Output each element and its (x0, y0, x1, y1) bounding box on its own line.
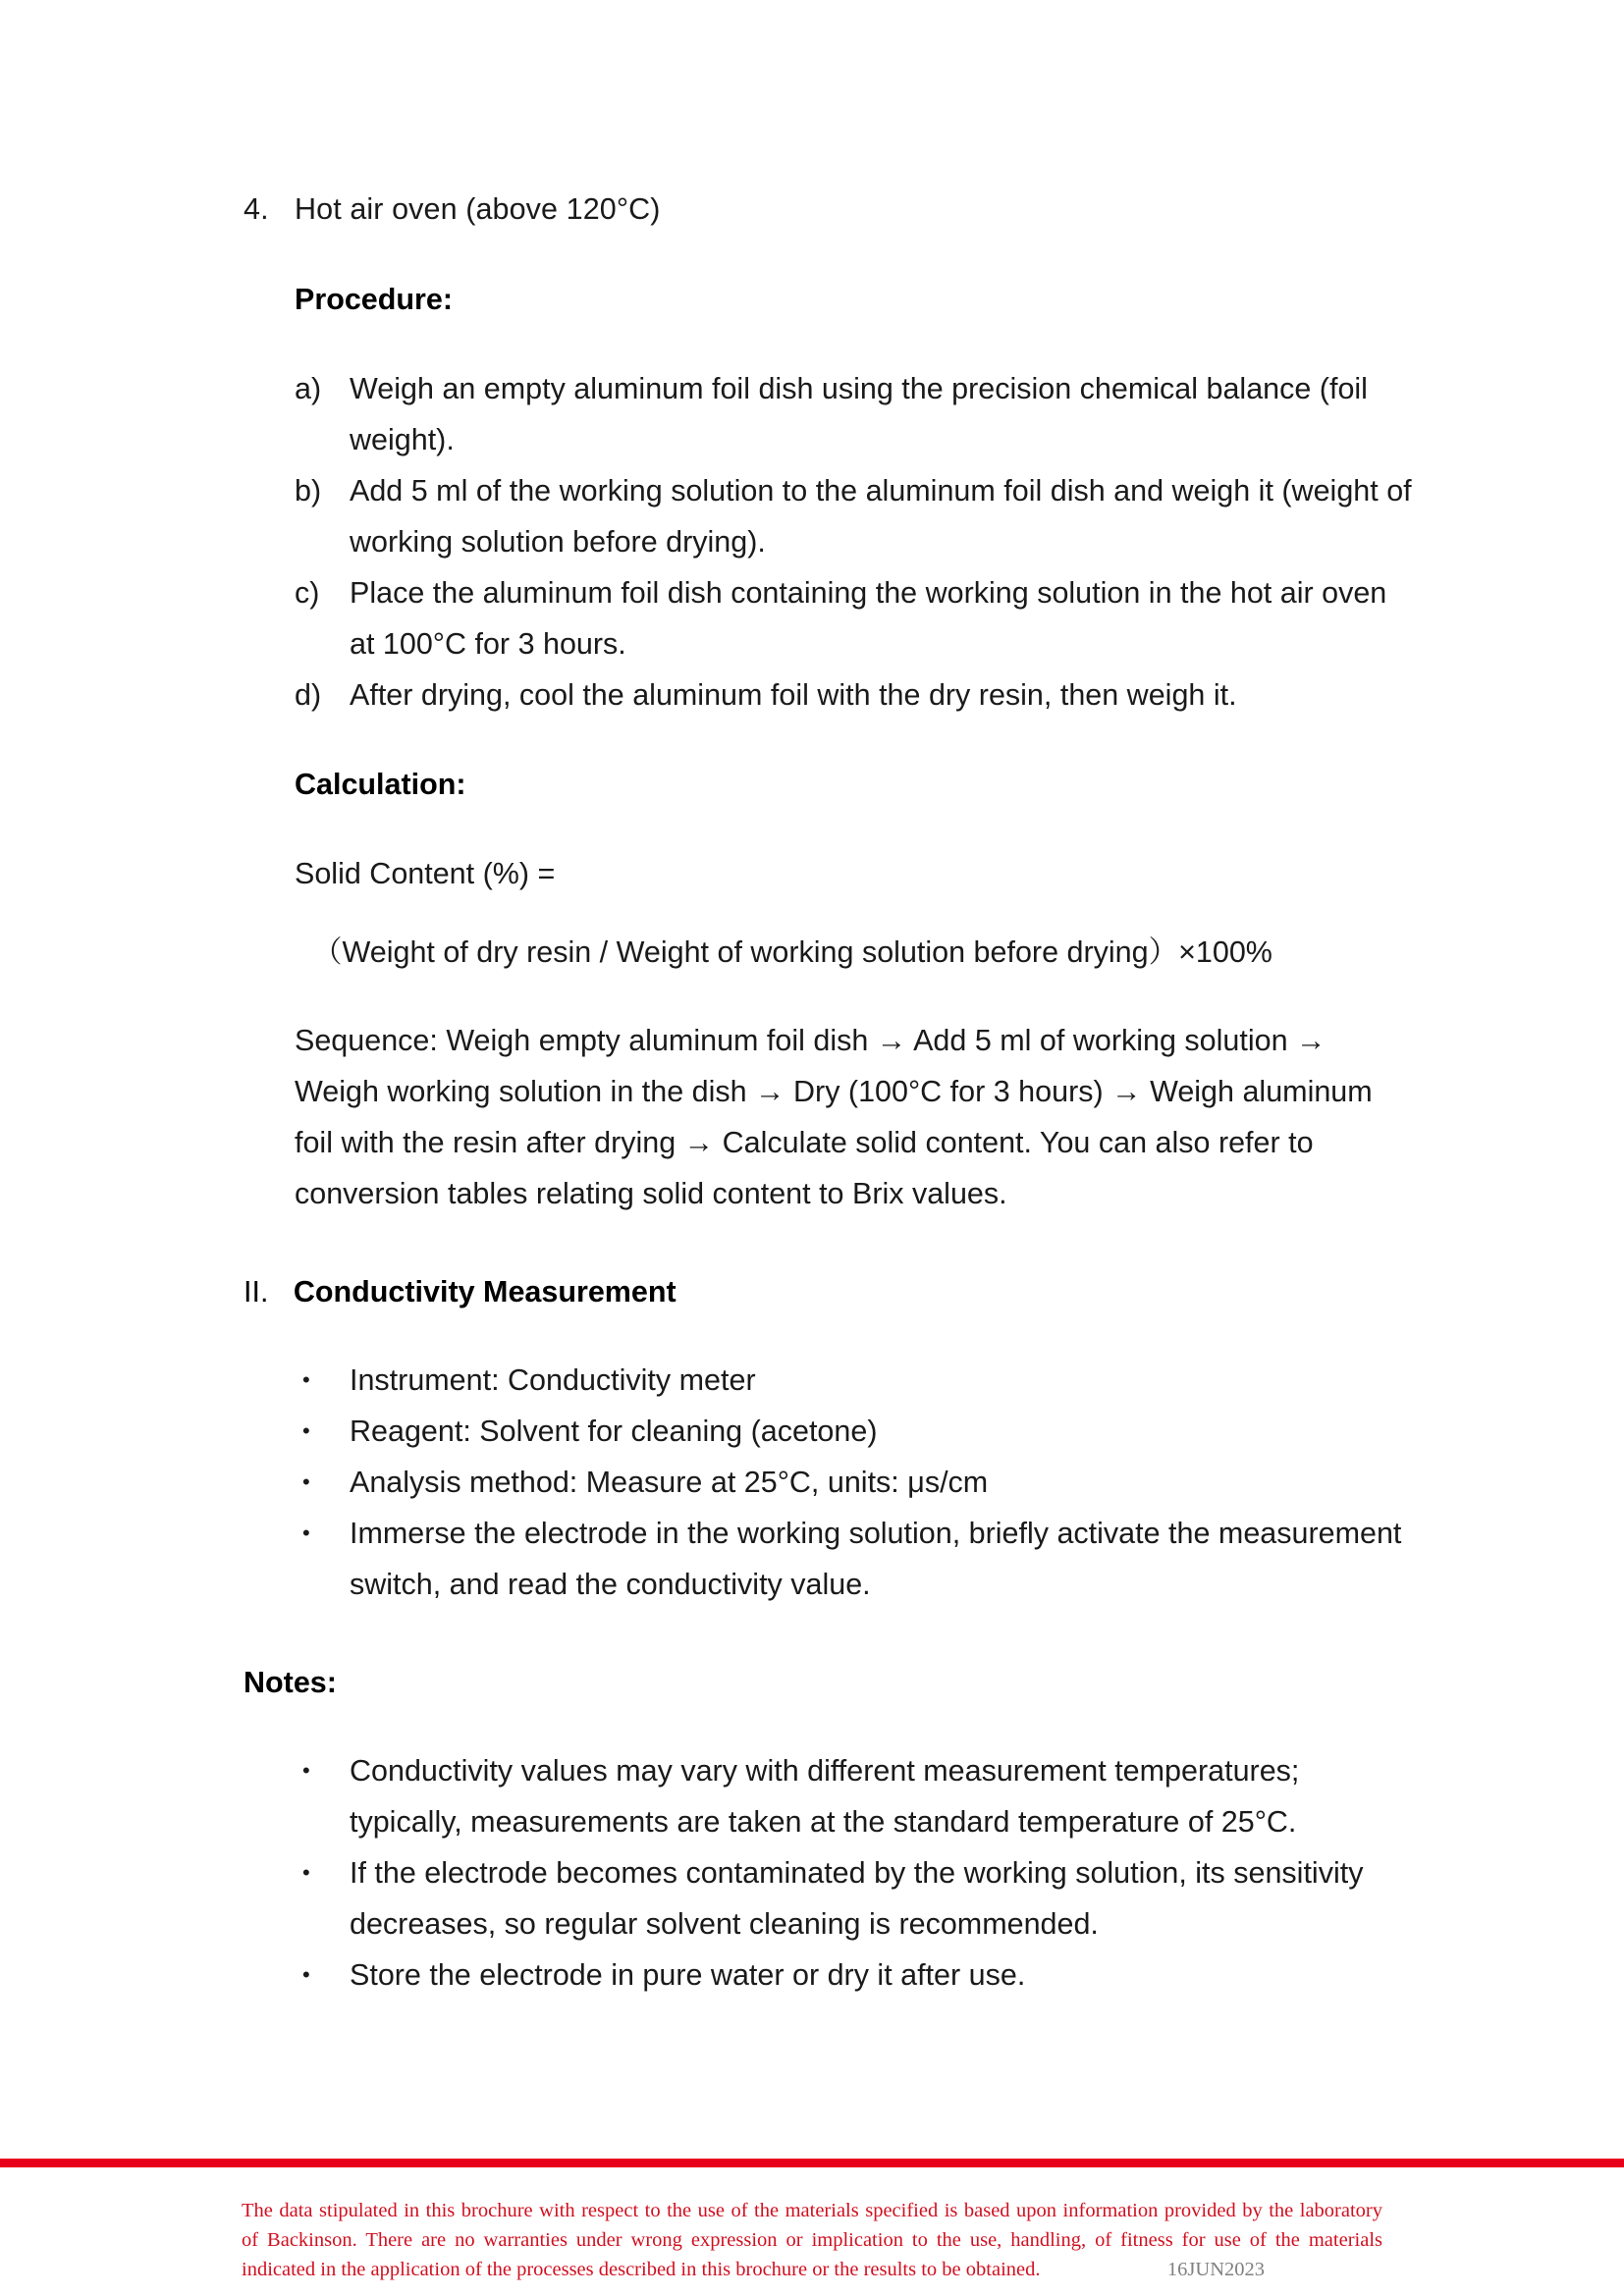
bullet-text: If the electrode becomes contaminated by the working solution, its sensitivity decreases, so regular solvent cleaning is recommended. (350, 1856, 1364, 1941)
notes-heading: Notes: (244, 1666, 337, 1699)
bullet-text: Store the electrode in pure water or dry it after use. (350, 1958, 1026, 1992)
section-heading-conductivity (244, 1266, 1412, 1317)
step-marker: b) (295, 474, 322, 507)
step-text: After drying, cool the aluminum foil with the dry resin, then weigh it. (350, 678, 1237, 712)
formula-expression: （Weight of dry resin / Weight of working solution before drying）×100% (312, 935, 1272, 969)
bullet-icon: • (302, 1367, 310, 1392)
bullet-text: Immerse the electrode in the working solution, briefly activate the measurement switch, and read the conductivity value. (350, 1517, 1402, 1601)
procedure-steps-list (295, 363, 1412, 721)
bullet-icon: • (302, 1860, 310, 1885)
bullet-text: Reagent: Solvent for cleaning (acetone) (350, 1415, 878, 1448)
page-footer (0, 2139, 1624, 2296)
footer-date: 16JUN2023 (1166, 2259, 1265, 2280)
sequence-paragraph: Sequence: Weigh empty aluminum foil dish → Add 5 ml of working solution → Weigh working solution in the dish → Dry (100°C for 3 hours) → Weigh aluminum foil with the resin after drying → Calculate solid content. You can also refer to conversion tables relating solid content to Brix values. (295, 1024, 1373, 1210)
bullet-icon: • (302, 1758, 310, 1783)
list-item (295, 1508, 1412, 1610)
step-marker: a) (295, 372, 322, 405)
list-item (295, 567, 1412, 669)
bullet-text: Analysis method: Measure at 25°C, units: μs/cm (350, 1466, 989, 1499)
bullet-icon: • (302, 1418, 310, 1443)
conductivity-bullet-list (295, 1355, 1412, 1610)
formula-label: Solid Content (%) = (295, 857, 556, 890)
step-text: Place the aluminum foil dish containing the working solution in the hot air oven at 100°C for 3 hours. (350, 576, 1387, 661)
list-item (295, 1406, 1412, 1457)
step-marker: d) (295, 678, 322, 712)
equipment-list (244, 183, 1412, 236)
procedure-heading: Procedure: (295, 283, 454, 316)
list-item (295, 465, 1412, 567)
disclaimer-line-2: of Backinson. There are no warranties under wrong expression or implication to the use, handling, of fitness for use of the materials (242, 2229, 1382, 2251)
list-item (295, 1745, 1412, 1847)
disclaimer-line-1: The data stipulated in this brochure with respect to the use of the materials specified is based upon information provided by the laboratory (242, 2200, 1382, 2221)
document-body (244, 183, 1412, 2001)
list-item (244, 183, 1412, 236)
step-text: Weigh an empty aluminum foil dish using the precision chemical balance (foil weight). (350, 372, 1368, 456)
footer-divider (0, 2159, 1624, 2167)
list-item (295, 1457, 1412, 1508)
bullet-text: Instrument: Conductivity meter (350, 1363, 756, 1397)
list-item (295, 1847, 1412, 1949)
list-item (295, 1355, 1412, 1406)
bullet-icon: • (302, 1521, 310, 1545)
list-marker: 4. (244, 192, 269, 226)
list-item-text: Hot air oven (above 120°C) (295, 192, 661, 226)
calculation-heading: Calculation: (295, 768, 466, 801)
footer-disclaimer (242, 2196, 1382, 2284)
bullet-icon: • (302, 1469, 310, 1494)
bullet-text: Conductivity values may vary with different measurement temperatures; typically, measurements are taken at the standard temperature of 25°C. (350, 1754, 1300, 1839)
notes-bullet-list (295, 1745, 1412, 2001)
disclaimer-line-3-row (242, 2255, 1382, 2284)
section-title: Conductivity Measurement (293, 1275, 677, 1308)
disclaimer-line-3: indicated in the application of the processes described in this brochure or the results to be obtained. (242, 2259, 1041, 2280)
list-item (295, 363, 1412, 465)
bullet-icon: • (302, 1962, 310, 1987)
list-item (295, 669, 1412, 721)
list-item (295, 1949, 1412, 2001)
step-text: Add 5 ml of the working solution to the aluminum foil dish and weigh it (weight of working solution before drying). (350, 474, 1412, 559)
step-marker: c) (295, 576, 320, 610)
section-numeral: II. (244, 1275, 269, 1308)
